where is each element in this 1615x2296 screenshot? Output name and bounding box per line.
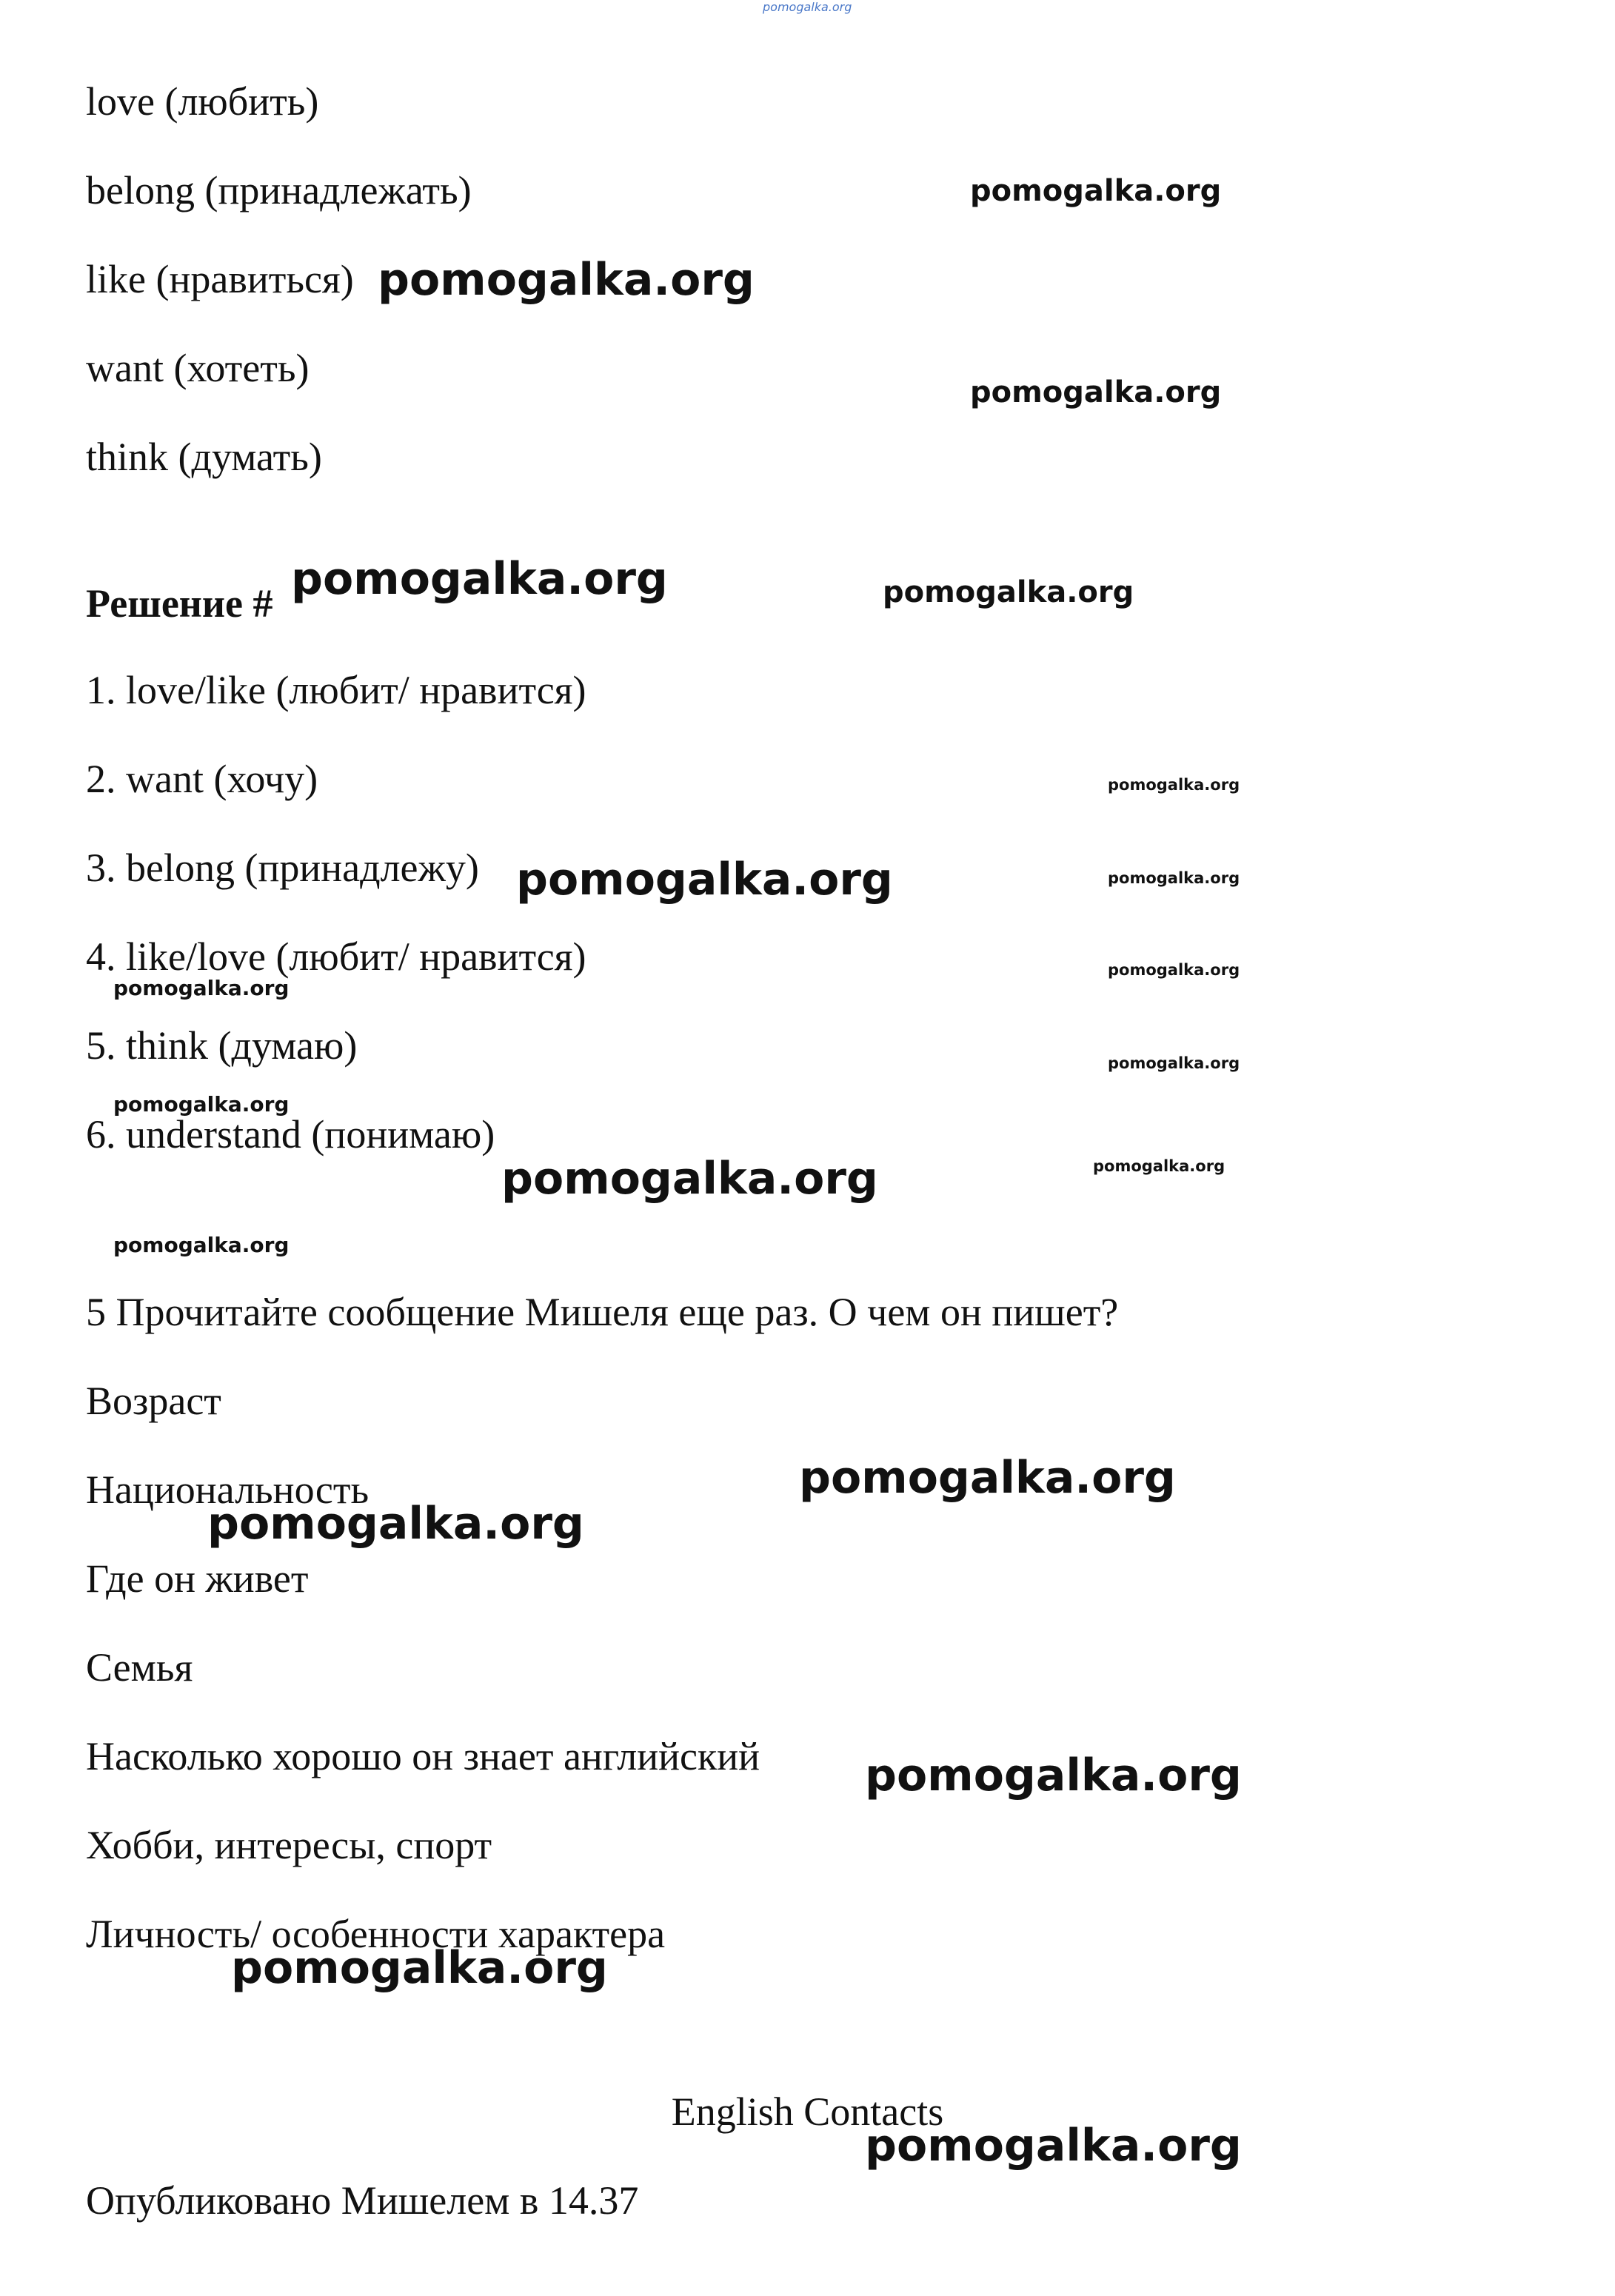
answer-item: 5. think (думаю) <box>86 1023 358 1068</box>
topic-item: Где он живет <box>86 1556 309 1601</box>
watermark: pomogalka.org <box>1093 1157 1226 1175</box>
verb-item: belong (принадлежать) <box>86 168 472 212</box>
posted-line: Опубликовано Мишелем в 14.37 <box>86 2178 639 2223</box>
verb-item: like (нравиться) <box>86 257 354 301</box>
watermark: pomogalka.org <box>113 1092 290 1117</box>
answer-item: 2. want (хочу) <box>86 757 318 801</box>
topic-item: Национальность <box>86 1467 370 1512</box>
watermark: pomogalka.org <box>883 575 1134 609</box>
watermark: pomogalka.org <box>231 1942 608 1994</box>
section-heading: English Contacts <box>671 2089 944 2134</box>
topic-item: Семья <box>86 1645 193 1690</box>
watermark: pomogalka.org <box>1108 776 1240 794</box>
watermark: pomogalka.org <box>113 1233 290 1257</box>
watermark: pomogalka.org <box>970 174 1222 208</box>
watermark: pomogalka.org <box>1108 1054 1240 1072</box>
solution-heading: Решение # <box>86 581 273 626</box>
watermark: pomogalka.org <box>1108 869 1240 887</box>
topic-item: Насколько хорошо он знает английский <box>86 1734 760 1778</box>
answer-item: 4. like/love (любит/ нравится) <box>86 934 586 979</box>
answer-item: 1. love/like (любит/ нравится) <box>86 668 586 712</box>
watermark: pomogalka.org <box>207 1498 584 1550</box>
topic-item: Личность/ особенности характера <box>86 1912 666 1956</box>
watermark: pomogalka.org <box>113 976 290 1000</box>
verb-item: think (думать) <box>86 435 322 479</box>
task-title: 5 Прочитайте сообщение Мишеля еще раз. О чем он пишет? <box>86 1290 1119 1334</box>
answer-item: 3. belong (принадлежу) <box>86 846 479 890</box>
answer-item: 6. understand (понимаю) <box>86 1112 495 1157</box>
watermark: pomogalka.org <box>970 375 1222 409</box>
watermark: pomogalka.org <box>865 1750 1242 1801</box>
watermark: pomogalka.org <box>378 254 755 306</box>
watermark: pomogalka.org <box>865 2120 1242 2172</box>
header-watermark: pomogalka.org <box>763 0 852 14</box>
topic-item: Возраст <box>86 1379 221 1423</box>
watermark: pomogalka.org <box>799 1452 1176 1504</box>
topic-item: Хобби, интересы, спорт <box>86 1823 492 1867</box>
watermark: pomogalka.org <box>1108 961 1240 979</box>
watermark: pomogalka.org <box>501 1153 878 1205</box>
watermark: pomogalka.org <box>291 553 668 605</box>
verb-item: want (хотеть) <box>86 346 310 390</box>
watermark: pomogalka.org <box>516 854 893 906</box>
verb-item: love (любить) <box>86 79 319 124</box>
